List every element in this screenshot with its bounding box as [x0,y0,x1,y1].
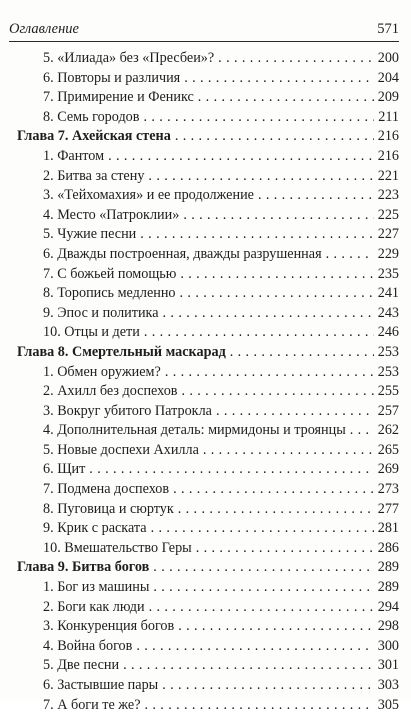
toc-section-row [17,206,399,226]
toc-page-number: 289 [377,579,399,596]
toc-section-row [17,676,399,696]
toc-page-number: 255 [377,383,399,400]
toc-section-row [17,598,399,618]
toc-page-number: 253 [377,343,399,360]
dot-leader [196,539,374,559]
toc-section-title: 2. Битва за стену [43,167,145,184]
toc-section-title: 1. Обмен оружием? [43,363,161,380]
dot-leader [165,363,374,383]
toc-section-title: 6. Щит [43,461,86,478]
toc-section-title: 5. «Илиада» без «Пресбеи»? [43,50,215,66]
toc-page-number: 204 [377,69,399,86]
toc-section-title: 7. С божьей помощью [43,265,177,282]
toc-page-number: 246 [377,324,399,341]
toc-page-number: 305 [377,696,399,713]
dot-leader [183,206,373,226]
toc-section-row [17,656,399,676]
toc-section-title: 1. Фантом [43,147,105,164]
toc-page-number: 227 [377,226,399,243]
toc-page-number: 209 [377,89,399,106]
toc-section-row [17,421,399,441]
toc-page-number: 265 [377,441,399,458]
toc-section-title: 5. Чужие песни [43,226,137,243]
toc-section-title: 5. Новые доспехи Ахилла [43,441,199,458]
toc-section-title: 3. Вокруг убитого Патрокла [43,402,212,419]
dot-leader [136,637,373,657]
toc-page-number: 262 [377,422,399,439]
toc-section-title: 9. Крик с раската [43,520,147,537]
toc-page-number: 301 [377,657,399,674]
toc-section-title: 10. Вмешательство Геры [43,539,192,556]
toc-page-number: 200 [377,50,399,66]
toc-page-number: 281 [377,520,399,537]
dot-leader [184,69,374,89]
toc-section-row [17,402,399,422]
toc-section-title: 3. Конкуренция богов [43,618,175,635]
table-of-contents [17,49,399,715]
toc-section-row [17,578,399,598]
toc-section-row [17,500,399,520]
toc-section-row [17,363,399,383]
toc-page-number: 269 [377,461,399,478]
dot-leader [149,598,374,618]
toc-section-title: 6. Повторы и различия [43,69,181,86]
toc-section-title: 5. Две песни [43,657,120,674]
toc-page-number: 216 [377,128,399,145]
dot-leader [148,167,373,187]
toc-section-title: 8. Торопись медленно [43,285,176,302]
dot-leader [123,656,374,676]
dot-leader [140,225,373,245]
toc-page-number: 289 [377,559,399,576]
toc-section-title: 7. Подмена доспехов [43,481,170,498]
toc-section-row [17,304,399,324]
toc-section-title: 7. Примирение и Феникс [43,89,194,106]
toc-section-row [17,147,399,167]
toc-page-number: 294 [377,598,399,615]
dot-leader [180,265,373,285]
toc-chapter-title: Глава 9. Битва богов [17,559,150,576]
dot-leader [143,108,374,128]
toc-section-title: 9. Эпос и политика [43,304,159,321]
toc-page-number: 221 [377,167,399,184]
toc-section-row [17,284,399,304]
dot-leader [151,519,374,539]
toc-page-number: 298 [377,618,399,635]
toc-section-title: 1. Бог из машины [43,579,150,596]
toc-section-title: 10. Отцы и дети [43,324,140,341]
page-number: 571 [377,21,399,37]
toc-page-number: 300 [377,637,399,654]
dot-leader [216,402,374,422]
toc-section-title: 6. Дважды построенная, дважды разрушенная [43,245,322,262]
toc-section-row [17,186,399,206]
toc-section-row [17,49,399,69]
toc-section-title: 7. А боги те же? [43,696,141,713]
dot-leader [163,304,374,324]
toc-page-number: 229 [377,245,399,262]
toc-section-row [17,480,399,500]
toc-section-row [17,460,399,480]
toc-page-number: 277 [377,500,399,517]
dot-leader [326,245,374,265]
toc-section-title: 6. Застывшие пары [43,677,159,693]
toc-section-title: 8. Пуговица и сюртук [43,500,174,517]
toc-section-row [17,637,399,657]
toc-section-title: 4. Война богов [43,637,133,654]
toc-section-title: 4. Дополнительная деталь: мирмидоны и троянцы [43,422,346,439]
toc-section-row [17,88,399,108]
toc-section-row [17,225,399,245]
toc-chapter-title: Глава 8. Смертельный маскарад [17,343,226,360]
dot-leader [173,480,374,500]
toc-section-row [17,441,399,461]
dot-leader [198,88,374,108]
dot-leader [144,323,374,343]
toc-section-title: 8. Семь городов [43,108,140,125]
running-header [9,13,399,42]
dot-leader [258,186,374,206]
toc-chapter-title: Глава 7. Ахейская стена [17,128,171,145]
dot-leader [230,343,374,363]
toc-section-row [17,519,399,539]
toc-section-row [17,245,399,265]
toc-section-row [17,167,399,187]
toc-chapter-row [17,558,399,578]
toc-page-number: 223 [377,187,399,204]
toc-page-number: 286 [377,539,399,556]
dot-leader [178,617,373,637]
toc-section-title: 3. «Тейхомахия» и ее продолжение [43,187,254,204]
toc-chapter-row [17,343,399,363]
dot-leader [162,676,374,696]
dot-leader [203,441,374,461]
toc-section-row [17,108,399,128]
toc-page-number: 225 [377,206,399,223]
dot-leader [182,382,374,402]
toc-section-title: 2. Боги как люди [43,598,145,615]
toc-page-number: 211 [378,108,399,125]
toc-page-number: 273 [377,481,399,498]
toc-section-row [17,617,399,637]
dot-leader [153,578,373,598]
toc-section-row [17,323,399,343]
toc-chapter-row [17,127,399,147]
toc-section-row [17,69,399,89]
toc-section-row [17,382,399,402]
dot-leader [180,284,374,304]
dot-leader [218,49,374,69]
running-title: Оглавление [9,21,79,37]
dot-leader [153,558,373,578]
toc-section-row [17,265,399,285]
toc-page-number: 253 [377,363,399,380]
dot-leader [175,127,374,147]
toc-page-number: 243 [377,304,399,321]
dot-leader [178,500,374,520]
toc-section-row [17,539,399,559]
toc-section-title: 2. Ахилл без доспехов [43,383,178,400]
toc-page-number: 303 [377,677,399,693]
dot-leader [89,460,373,480]
toc-page-number: 235 [377,265,399,282]
dot-leader [350,421,374,441]
toc-page-number: 241 [377,285,399,302]
toc-page-number: 216 [377,147,399,164]
toc-page-number: 257 [377,402,399,419]
toc-section-title: 4. Место «Патроклии» [43,206,180,223]
dot-leader [108,147,374,167]
